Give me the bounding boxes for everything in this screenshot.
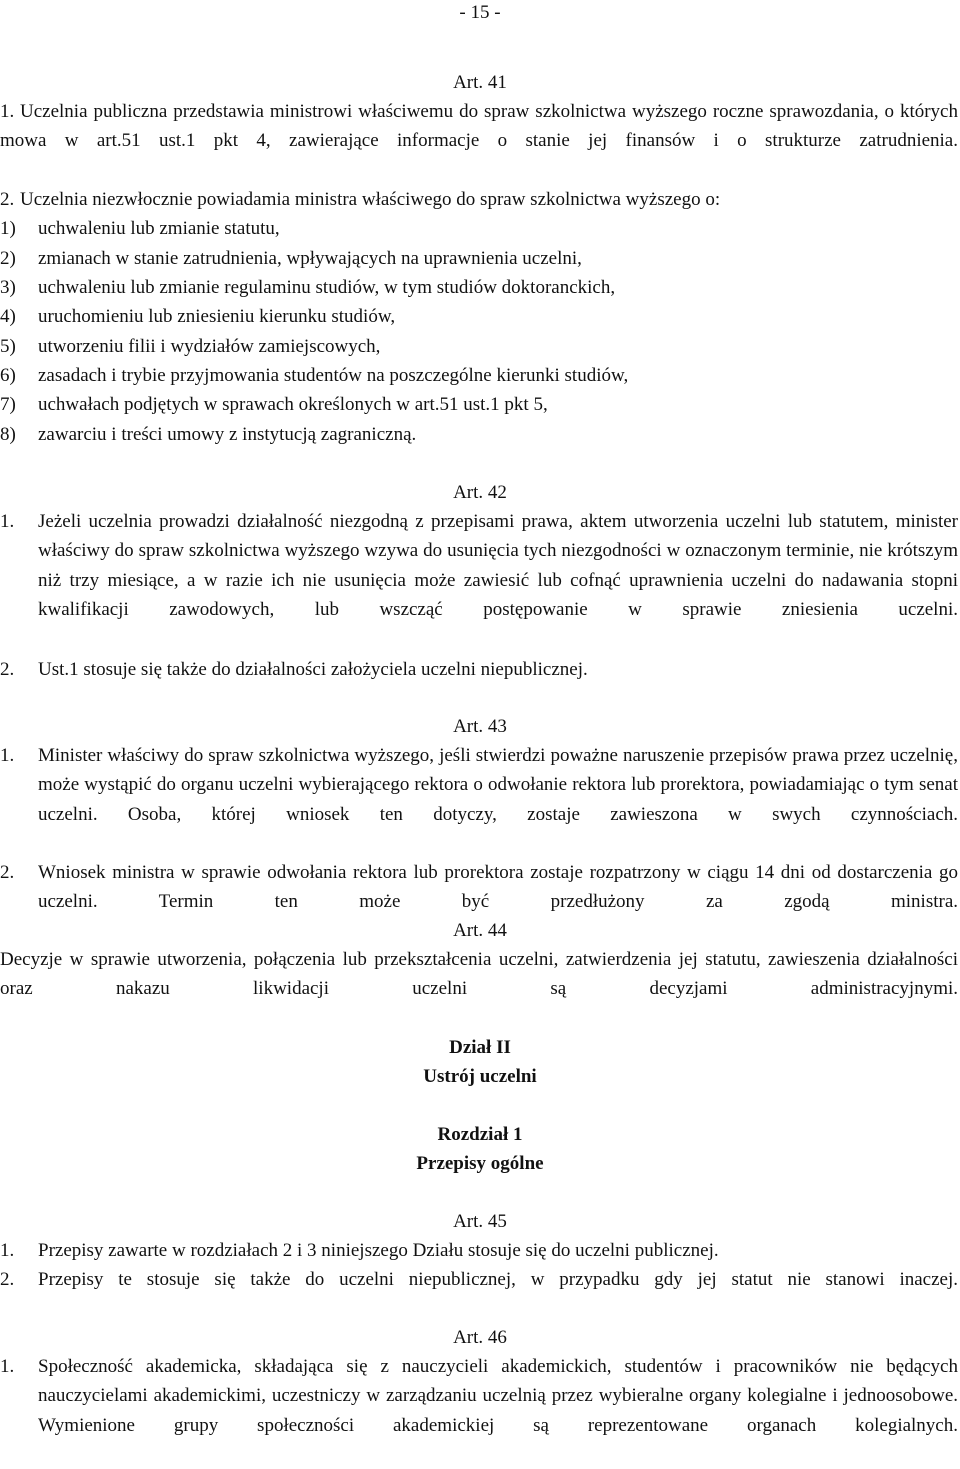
art44-text [0,945,958,1033]
art42-p1-number: 1. [0,511,15,532]
art43-p2-number: 2. [0,862,15,883]
list-item-text: zasadach i trybie przyjmowania studentów na poszczególne kierunki studiów, [38,365,629,386]
list-item-num: 7) [0,394,16,415]
list-item-text: uchwałach podjętych w sprawach określonych w art.51 ust.1 pkt 5, [38,394,548,415]
chapter-subtitle: Przepisy ogólne [416,1153,544,1174]
art46-p1-number: 1. [0,1356,15,1377]
list-item-text: zmianach w stanie zatrudnienia, wpływających na uprawnienia uczelni, [38,248,582,269]
list-item-text: uchwaleniu lub zmianie regulaminu studiów, w tym studiów doktoranckich, [38,277,616,298]
art42-p1-text [38,507,958,653]
art41-p2-number: 2. [0,189,15,210]
art43-p1-body: Minister właściwy do spraw szkolnictwa wyższego, jeśli stwierdzi poważne naruszenie przepisów prawa przez uczelnię, może wystąpić do organu uczelni wybierającego rektora o odwołanie rektora lub prorektora, powiadamiając o tym senat uczelni. Osoba, której wniosek ten dotyczy, zostaje zawieszona w swych czynnościach. [38,745,958,825]
section-title: Dział II [449,1037,511,1058]
art45-p2-body: Przepisy te stosuje się także do uczelni niepublicznej, w przypadku gdy jej statut nie stanowi inaczej. [38,1269,958,1290]
art46-p1-text [38,1352,958,1469]
art42-p1-body: Jeżeli uczelnia prowadzi działalność niezgodną z przepisami prawa, aktem utworzenia uczelni lub statutem, minister właściwy do spraw szkolnictwa wyższego wzywa do usunięcia tych niezgodności w oznaczonym terminie, nie krótszym niż trzy miesiące, a w razie ich nie usunięcia może zawiesić lub cofnąć uprawnienia uczelni do nadawania stopni kwalifikacji zawodowych, lub wszcząć postępowanie w sprawie zniesienia uczelni. [38,511,958,620]
art41-p1-body: Uczelnia publiczna przedstawia ministrowi właściwemu do spraw szkolnictwa wyższego roczne sprawozdania, o których mowa w art.51 ust.1 pkt 4, zawierające informacje o stanie jej finansów i o strukturze zatrudnienia. [0,101,958,152]
art42-p2-number: 2. [0,659,15,680]
chapter-title: Rozdział 1 [437,1124,523,1145]
list-item-num: 4) [0,306,16,327]
art43-p2-body: Wniosek ministra w sprawie odwołania rektora lub prorektora zostaje rozpatrzony w ciągu 14 dni od dostarczenia go uczelni. Termin ten może być przedłużony za zgodą ministra. [38,862,958,913]
art45-p2-number: 2. [0,1269,15,1290]
art41-p2-text: Uczelnia niezwłocznie powiadamia ministra właściwego do spraw szkolnictwa wyższego o: [20,189,721,210]
list-item-num: 2) [0,248,16,269]
list-item-text: uruchomieniu lub zniesieniu kierunku studiów, [38,306,396,327]
art46-p1-body: Społeczność akademicka, składająca się z nauczycieli akademickich, studentów i pracowników nie będących nauczycielami akademickimi, uczestniczy w zarządzaniu uczelnią przez wybieralne organy kolegialne i jednoosobowe. Wymienione grupy społeczności akademickiej są reprezentowane organach kolegialnych. [38,1356,958,1436]
section-subtitle: Ustrój uczelni [423,1066,537,1087]
list-item-num: 1) [0,218,16,239]
list-item-num: 8) [0,424,16,445]
article-43-heading: Art. 43 [453,716,507,737]
list-item-num: 5) [0,336,16,357]
article-46-heading: Art. 46 [453,1327,507,1348]
art41-p1-text [0,97,958,185]
art42-p2-text: Ust.1 stosuje się także do działalności założyciela uczelni niepublicznej. [38,659,588,680]
article-42-heading: Art. 42 [453,482,507,503]
art43-p1-text [38,741,958,858]
list-item-num: 3) [0,277,16,298]
article-44-heading: Art. 44 [453,920,507,941]
list-item-text: uchwaleniu lub zmianie statutu, [38,218,280,239]
page-number: - 15 - [459,2,501,23]
list-item-text: zawarciu i treści umowy z instytucją zagraniczną. [38,424,417,445]
art41-p1-number: 1. [0,101,15,122]
art45-p2-text [38,1265,958,1324]
article-45-heading: Art. 45 [453,1211,507,1232]
art44-body: Decyzje w sprawie utworzenia, połączenia lub przekształcenia uczelni, zatwierdzenia jej statutu, zawieszenia działalności oraz nakazu likwidacji uczelni są decyzjami administracyjnymi. [0,949,958,1000]
article-41-heading: Art. 41 [453,72,507,93]
list-item-num: 6) [0,365,16,386]
art43-p1-number: 1. [0,745,15,766]
list-item-text: utworzeniu filii i wydziałów zamiejscowych, [38,336,381,357]
art45-p1-text: Przepisy zawarte w rozdziałach 2 i 3 niniejszego Działu stosuje się do uczelni publicznej. [38,1240,719,1261]
art45-p1-number: 1. [0,1240,15,1261]
